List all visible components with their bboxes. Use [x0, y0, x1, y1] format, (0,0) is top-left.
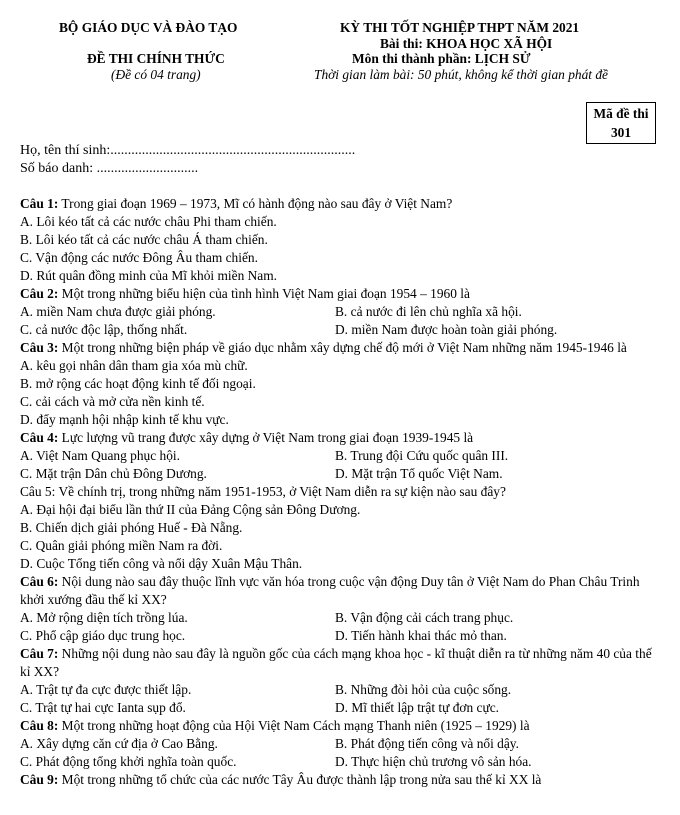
candidate-id-line: Số báo danh: ............................. [20, 161, 199, 176]
question-4 [20, 429, 665, 483]
option-c: C. Quân giải phóng miền Nam ra đời. [20, 538, 223, 553]
option-c: C. Trật tự hai cực Ianta sụp đổ. [20, 700, 186, 715]
question-5 [20, 483, 665, 573]
option-d: D. Thực hiện chủ trương vô sản hóa. [335, 754, 532, 769]
question-text: Nội dung nào sau đây thuộc lĩnh vực văn hóa trong cuộc vận động Duy tân ở Việt Nam do Phan Châu Trinh khởi xướng đầu thế kỉ XX? [20, 574, 640, 607]
question-text: Những nội dung nào sau đây là nguồn gốc của cách mạng khoa học - kĩ thuật diễn ra từ những năm 40 của thế kỉ XX? [20, 646, 652, 679]
question-text: Lực lượng vũ trang được xây dựng ở Việt Nam trong giai đoạn 1939-1945 là [58, 430, 474, 445]
page-count: (Đề có 04 trang) [111, 67, 201, 82]
option-d: D. đẩy mạnh hội nhập kinh tế khu vực. [20, 412, 229, 427]
question-text: Một trong những biểu hiện của tình hình Việt Nam giai đoạn 1954 – 1960 là [58, 286, 470, 301]
option-b: B. Những đòi hỏi của cuộc sống. [335, 682, 512, 697]
option-a: A. Việt Nam Quang phục hội. [20, 448, 180, 463]
option-b: B. mở rộng các hoạt động kinh tế đối ngoại. [20, 376, 256, 391]
option-c: C. Mặt trận Dân chủ Đông Dương. [20, 466, 207, 481]
option-a: A. kêu gọi nhân dân tham gia xóa mù chữ. [20, 358, 248, 373]
option-d: D. Tiến hành khai thác mỏ than. [335, 628, 507, 643]
option-d: D. Cuộc Tổng tiến công và nổi dậy Xuân Mậu Thân. [20, 556, 303, 571]
exam-code-label: Mã đề thi [593, 106, 649, 121]
option-a: A. Trật tự đa cực được thiết lập. [20, 682, 192, 697]
exam-code-box [586, 102, 656, 144]
option-b: B. Phát động tiến công và nổi dậy. [335, 736, 519, 751]
option-c: C. Phát động tổng khởi nghĩa toàn quốc. [20, 754, 237, 769]
question-6 [20, 573, 665, 645]
option-a: A. Xây dựng căn cứ địa ở Cao Bằng. [20, 736, 218, 751]
question-1 [20, 195, 665, 285]
question-text: Một trong những tổ chức của các nước Tây Âu được thành lập trong nửa sau thế kỉ XX là [58, 772, 542, 787]
option-a: A. miền Nam chưa được giải phóng. [20, 304, 216, 319]
question-number: Câu 6: [20, 574, 59, 589]
question-number: Câu 9: [20, 772, 59, 787]
question-number: Câu 7: [20, 646, 59, 661]
option-d: D. Mặt trận Tổ quốc Việt Nam. [335, 466, 503, 481]
option-c: C. Phổ cập giáo dục trung học. [20, 628, 186, 643]
official-label: ĐỀ THI CHÍNH THỨC [87, 51, 225, 66]
question-9 [20, 771, 665, 789]
exam-section: Bài thi: KHOA HỌC XÃ HỘI [380, 36, 553, 51]
question-text: Về chính trị, trong những năm 1951-1953, ở Việt Nam diễn ra sự kiện nào sau đây? [55, 484, 506, 499]
option-a: A. Lôi kéo tất cả các nước châu Phi tham chiến. [20, 214, 277, 229]
option-b: B. cả nước đi lên chủ nghĩa xã hội. [335, 304, 522, 319]
ministry-name: BỘ GIÁO DỤC VÀ ĐÀO TẠO [59, 20, 238, 35]
question-number: Câu 8: [20, 718, 59, 733]
option-b: B. Lôi kéo tất cả các nước châu Á tham chiến. [20, 232, 268, 247]
question-number: Câu 1: [20, 196, 59, 211]
question-number: Câu 5: [20, 484, 56, 499]
exam-subject: Môn thi thành phần: LỊCH SỬ [352, 51, 531, 66]
candidate-name-line: Họ, tên thí sinh:...................................................................... [20, 143, 356, 158]
option-a: A. Mở rộng diện tích trồng lúa. [20, 610, 188, 625]
question-text: Một trong những biện pháp về giáo dục nhằm xây dựng chế độ mới ở Việt Nam những năm 1945-1946 là [58, 340, 627, 355]
option-d: D. Rút quân đồng minh của Mĩ khỏi miền Nam. [20, 268, 277, 283]
exam-time: Thời gian làm bài: 50 phút, không kể thời gian phát đề [314, 67, 608, 82]
question-list [20, 195, 665, 789]
exam-code: 301 [610, 125, 632, 140]
option-d: D. Mĩ thiết lập trật tự đơn cực. [335, 700, 500, 715]
question-number: Câu 2: [20, 286, 59, 301]
question-2 [20, 285, 665, 339]
option-d: D. miền Nam được hoàn toàn giải phóng. [335, 322, 558, 337]
option-c: C. Vận động các nước Đông Âu tham chiến. [20, 250, 258, 265]
question-number: Câu 4: [20, 430, 59, 445]
question-7 [20, 645, 665, 717]
option-b: B. Trung đội Cứu quốc quân III. [335, 448, 509, 463]
exam-title: KỲ THI TỐT NGHIỆP THPT NĂM 2021 [340, 20, 580, 35]
option-b: B. Vận động cải cách trang phục. [335, 610, 514, 625]
option-a: A. Đại hội đại biểu lần thứ II của Đảng Cộng sản Đông Dương. [20, 502, 361, 517]
option-b: B. Chiến dịch giải phóng Huế - Đà Nẵng. [20, 520, 243, 535]
question-8 [20, 717, 665, 771]
question-number: Câu 3: [20, 340, 59, 355]
option-c: C. cải cách và mở cửa nền kinh tế. [20, 394, 205, 409]
option-c: C. cả nước độc lập, thống nhất. [20, 322, 188, 337]
exam-header [0, 0, 680, 140]
question-3 [20, 339, 665, 429]
question-text: Một trong những hoạt động của Hội Việt Nam Cách mạng Thanh niên (1925 – 1929) là [58, 718, 530, 733]
question-text: Trong giai đoạn 1969 – 1973, Mĩ có hành động nào sau đây ở Việt Nam? [58, 196, 453, 211]
